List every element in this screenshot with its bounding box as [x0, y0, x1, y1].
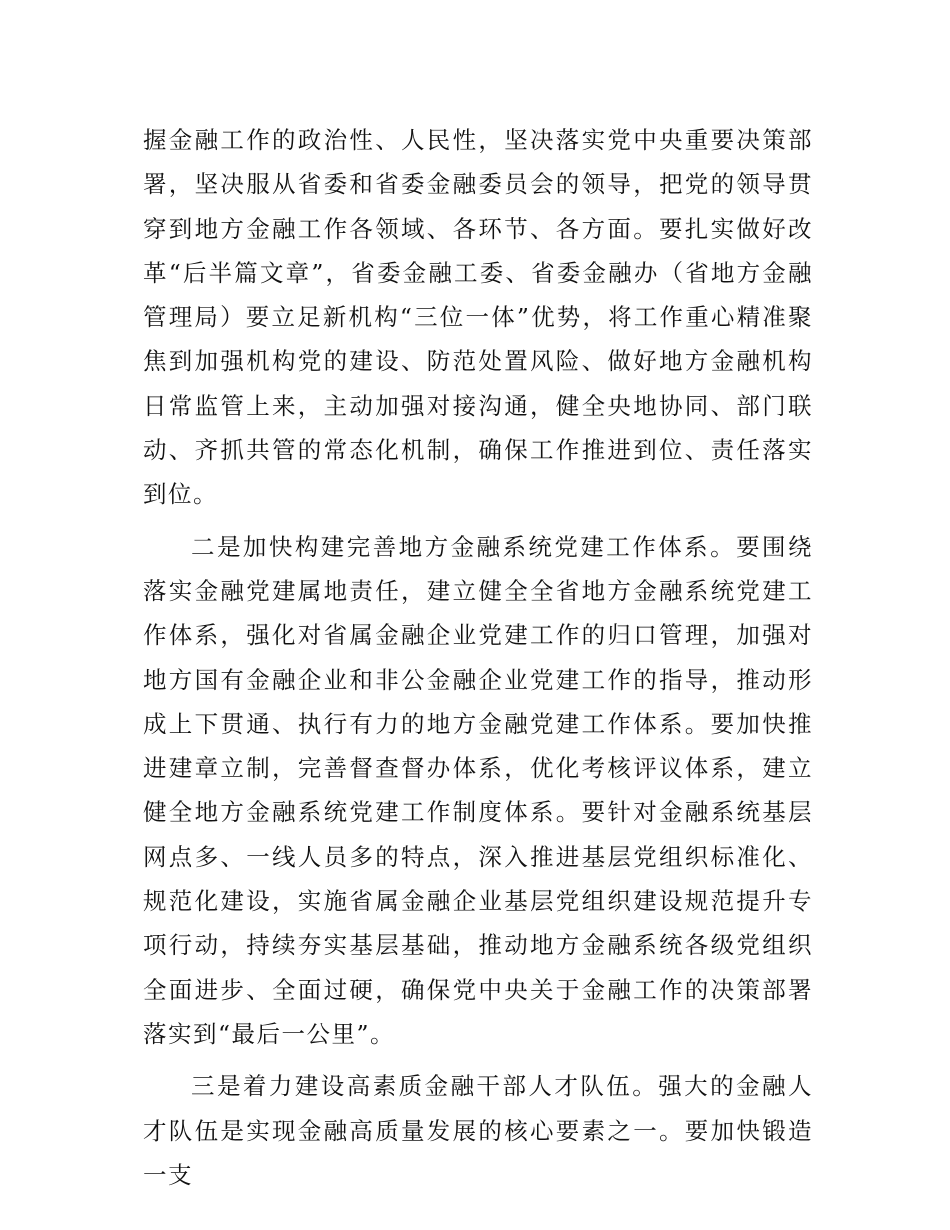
document-body [143, 118, 813, 1205]
paragraph-continuation: 握金融工作的政治性、人民性，坚决落实党中央重要决策部署，坚决服从省委和省委金融委员会的领导，把党的领导贯穿到地方金融工作各领域、各环节、各方面。要扎实做好改革“后半篇文章”，省委金融工委、省委金融办（省地方金融管理局）要立足新机构“三位一体”优势，将工作重心精准聚焦到加强机构党的建设、防范处置风险、做好地方金融机构日常监管上来，主动加强对接沟通，健全央地协同、部门联动、齐抓共管的常态化机制，确保工作推进到位、责任落实到位。 [143, 126, 813, 509]
paragraph-point-three: 三是着力建设高素质金融干部人才队伍。强大的金融人才队伍是实现金融高质量发展的核心要素之一。要加快锻造一支 [143, 1072, 813, 1189]
paragraph-point-two: 二是加快构建完善地方金融系统党建工作体系。要围绕落实金融党建属地责任，建立健全全省地方金融系统党建工作体系，强化对省属金融企业党建工作的归口管理，加强对地方国有金融企业和非公金融企业党建工作的指导，推动形成上下贯通、执行有力的地方金融党建工作体系。要加快推进建章立制，完善督查督办体系，优化考核评议体系，建立健全地方金融系统党建工作制度体系。要针对金融系统基层网点多、一线人员多的特点，深入推进基层党组织标准化、规范化建设，实施省属金融企业基层党组织建设规范提升专项行动，持续夯实基层基础，推动地方金融系统各级党组织全面进步、全面过硬，确保党中央关于金融工作的决策部署落实到“最后一公里”。 [143, 532, 813, 1048]
